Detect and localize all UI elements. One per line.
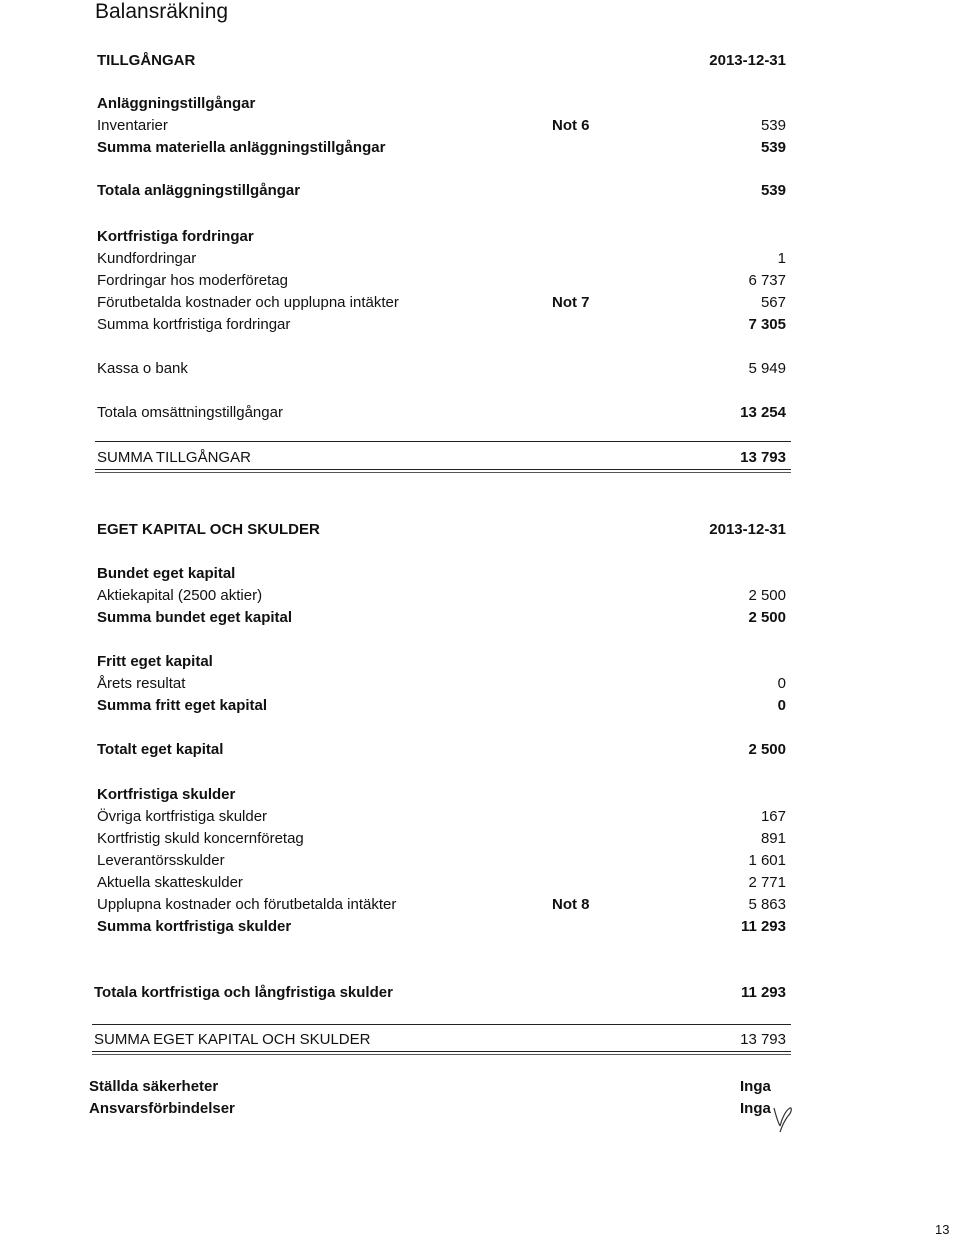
cash-label: Kassa o bank	[97, 360, 188, 377]
receivable-label: Fordringar hos moderföretag	[97, 272, 288, 289]
total-equity-value: 2 500	[748, 741, 786, 758]
cash-value: 5 949	[748, 360, 786, 377]
divider	[92, 1054, 791, 1055]
page-number: 13	[935, 1222, 950, 1237]
sum-material-value: 539	[760, 139, 786, 156]
sum-liabilities-label: Summa kortfristiga skulder	[97, 918, 292, 935]
sum-free-label: Summa fritt eget kapital	[97, 697, 268, 714]
liability-label: Leverantörsskulder	[97, 852, 225, 869]
divider	[95, 469, 791, 470]
receivable-label: Kundfordringar	[97, 250, 197, 267]
sum-assets-value: 13 793	[740, 449, 786, 466]
fixed-assets-heading: Anläggningstillgångar	[97, 95, 256, 112]
sum-material-label: Summa materiella anläggningstillgångar	[97, 139, 386, 156]
divider	[92, 1051, 791, 1052]
liability-label: Aktuella skatteskulder	[97, 874, 243, 891]
sum-receivables-label: Summa kortfristiga fordringar	[97, 316, 291, 333]
total-fixed-label: Totala anläggningstillgångar	[97, 182, 301, 199]
assets-date: 2013-12-31	[709, 52, 786, 69]
liability-value: 1 601	[748, 852, 786, 869]
inventory-label: Inventarier	[97, 117, 168, 134]
total-liabilities-value: 11 293	[740, 984, 786, 1001]
receivable-value: 567	[760, 294, 786, 311]
free-equity-heading: Fritt eget kapital	[97, 653, 213, 670]
receivable-note: Not 7	[552, 294, 590, 311]
liability-note: Not 8	[552, 896, 590, 913]
page-title: Balansräkning	[95, 0, 229, 23]
liability-value: 5 863	[748, 896, 786, 913]
liability-value: 2 771	[748, 874, 786, 891]
sum-assets-label: SUMMA TILLGÅNGAR	[97, 449, 251, 466]
result-value: 0	[777, 675, 786, 692]
sum-total-value: 13 793	[740, 1031, 786, 1048]
share-capital-value: 2 500	[748, 587, 786, 604]
inventory-note: Not 6	[552, 117, 590, 134]
sum-free-value: 0	[777, 697, 786, 714]
total-equity-label: Totalt eget kapital	[97, 741, 224, 758]
contingent-value: Inga	[740, 1100, 771, 1117]
liability-value: 891	[760, 830, 786, 847]
receivables-heading: Kortfristiga fordringar	[97, 228, 254, 245]
sum-liabilities-value: 11 293	[740, 918, 786, 935]
contingent-label: Ansvarsförbindelser	[89, 1100, 235, 1117]
assets-heading: TILLGÅNGAR	[97, 52, 196, 69]
pledged-value: Inga	[740, 1078, 771, 1095]
liability-label: Upplupna kostnader och förutbetalda intäkter	[97, 896, 397, 913]
total-fixed-value: 539	[760, 182, 786, 199]
equity-date: 2013-12-31	[709, 521, 786, 538]
sum-restricted-value: 2 500	[748, 609, 786, 626]
divider	[95, 441, 791, 442]
signature-initials	[770, 1102, 796, 1134]
divider	[92, 1024, 791, 1025]
result-label: Årets resultat	[97, 675, 186, 692]
pledged-label: Ställda säkerheter	[89, 1078, 219, 1095]
restricted-heading: Bundet eget kapital	[97, 565, 236, 582]
receivable-value: 6 737	[748, 272, 786, 289]
liability-value: 167	[760, 808, 786, 825]
liability-label: Kortfristig skuld koncernföretag	[97, 830, 304, 847]
liability-label: Övriga kortfristiga skulder	[97, 808, 268, 825]
liabilities-heading: Kortfristiga skulder	[97, 786, 236, 803]
equity-heading: EGET KAPITAL OCH SKULDER	[97, 521, 320, 538]
receivable-value: 1	[777, 250, 786, 267]
sum-total-label: SUMMA EGET KAPITAL OCH SKULDER	[94, 1031, 371, 1048]
total-current-value: 13 254	[740, 404, 786, 421]
total-current-label: Totala omsättningstillgångar	[97, 404, 283, 421]
divider	[95, 472, 791, 473]
share-capital-label: Aktiekapital (2500 aktier)	[97, 587, 263, 604]
inventory-value: 539	[760, 117, 786, 134]
sum-restricted-label: Summa bundet eget kapital	[97, 609, 293, 626]
total-liabilities-label: Totala kortfristiga och långfristiga skulder	[94, 984, 393, 1001]
receivable-label: Förutbetalda kostnader och upplupna intäkter	[97, 294, 399, 311]
sum-receivables-value: 7 305	[748, 316, 786, 333]
